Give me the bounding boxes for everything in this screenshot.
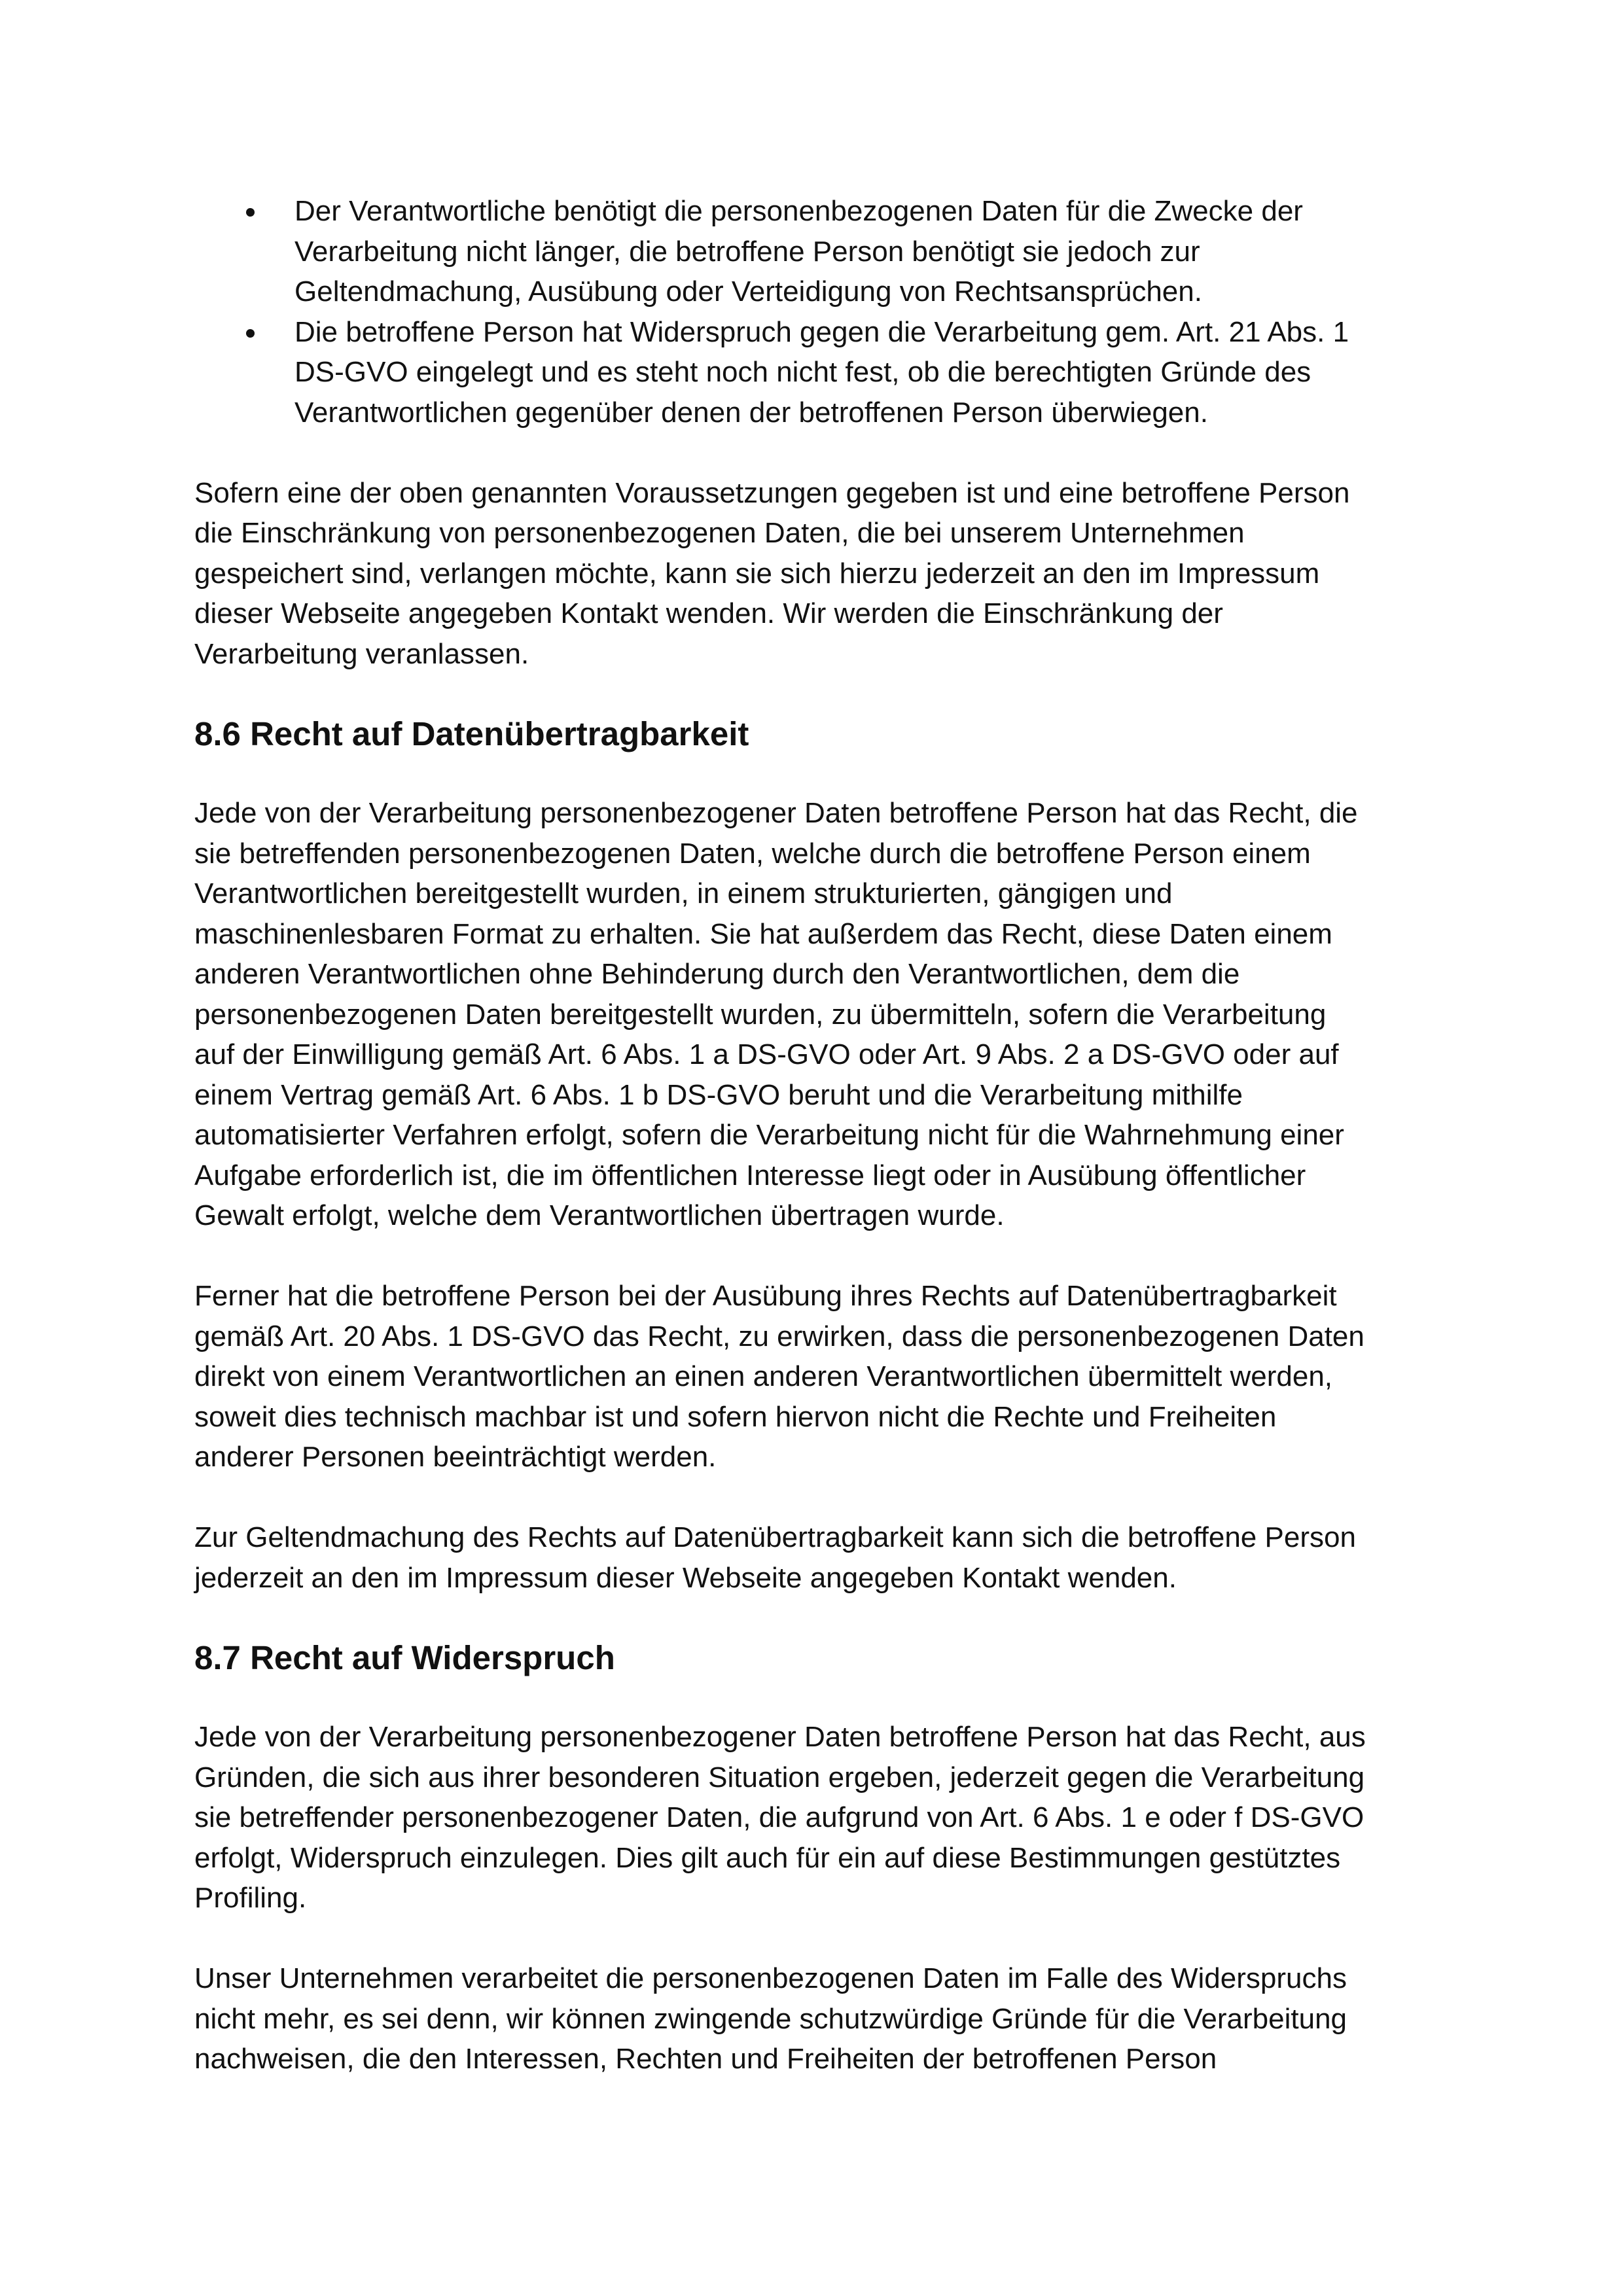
- text-line: anderen Verantwortlichen ohne Behinderung durch den Verantwortlichen, dem die: [194, 958, 1240, 990]
- text-line: maschinenlesbaren Format zu erhalten. Sie hat außerdem das Recht, diese Daten einem: [194, 917, 1332, 950]
- text-line: Die betroffene Person hat Widerspruch gegen die Verarbeitung gem. Art. 21 Abs. 1: [294, 315, 1349, 348]
- text-line: gespeichert sind, verlangen möchte, kann sie sich hierzu jederzeit an den im Impressum: [194, 557, 1320, 590]
- paragraph-data-portability-right: [194, 793, 1457, 1236]
- text-line: Verantwortlichen bereitgestellt wurden, in einem strukturierten, gängigen und: [194, 877, 1173, 910]
- section-heading-8-6: 8.6 Recht auf Datenübertragbarkeit: [194, 715, 749, 752]
- text-line: Sofern eine der oben genannten Voraussetzungen gegeben ist und eine betroffene Person: [194, 476, 1350, 509]
- text-line: einem Vertrag gemäß Art. 6 Abs. 1 b DS-GVO beruht und die Verarbeitung mithilfe: [194, 1078, 1243, 1111]
- paragraph-objection-processing: [194, 1958, 1457, 2079]
- list-item: [194, 191, 1457, 312]
- text-line: soweit dies technisch machbar ist und sofern hiervon nicht die Rechte und Freiheiten: [194, 1400, 1277, 1433]
- text-line: Verantwortlichen gegenüber denen der betroffenen Person überwiegen.: [294, 396, 1208, 429]
- text-line: Verarbeitung nicht länger, die betroffene Person benötigt sie jedoch zur: [294, 235, 1200, 268]
- section-heading-8-7: 8.7 Recht auf Widerspruch: [194, 1639, 615, 1676]
- text-line: nachweisen, die den Interessen, Rechten und Freiheiten der betroffenen Person: [194, 2043, 1217, 2075]
- text-line: Der Verantwortliche benötigt die personenbezogenen Daten für die Zwecke der: [294, 195, 1303, 227]
- paragraph-restriction-contact: [194, 473, 1457, 675]
- text-line: Jede von der Verarbeitung personenbezogener Daten betroffene Person hat das Recht, die: [194, 797, 1358, 829]
- document-page: [194, 191, 1457, 2079]
- text-line: Geltendmachung, Ausübung oder Verteidigung von Rechtsansprüchen.: [294, 275, 1202, 308]
- text-line: anderer Personen beeinträchtigt werden.: [194, 1441, 717, 1473]
- paragraph-direct-transmission: [194, 1276, 1457, 1477]
- text-line: gemäß Art. 20 Abs. 1 DS-GVO das Recht, zu erwirken, dass die personenbezogenen Daten: [194, 1320, 1364, 1352]
- text-line: nicht mehr, es sei denn, wir können zwingende schutzwürdige Gründe für die Verarbeitung: [194, 2002, 1347, 2035]
- list-item: [194, 312, 1457, 433]
- text-line: erfolgt, Widerspruch einzulegen. Dies gilt auch für ein auf diese Bestimmungen gestütztes: [194, 1841, 1341, 1874]
- text-line: Gründen, die sich aus ihrer besonderen Situation ergeben, jederzeit gegen die Verarbeitung: [194, 1761, 1365, 1793]
- text-line: automatisierter Verfahren erfolgt, sofern die Verarbeitung nicht für die Wahrnehmung einer: [194, 1119, 1344, 1151]
- text-line: DS-GVO eingelegt und es steht noch nicht fest, ob die berechtigten Gründe des: [294, 356, 1311, 388]
- text-line: sie betreffenden personenbezogenen Daten, welche durch die betroffene Person einem: [194, 837, 1311, 870]
- text-line: auf der Einwilligung gemäß Art. 6 Abs. 1 a DS-GVO oder Art. 9 Abs. 2 a DS-GVO oder auf: [194, 1038, 1339, 1070]
- text-line: Ferner hat die betroffene Person bei der Ausübung ihres Rechts auf Datenübertragbarkeit: [194, 1280, 1337, 1312]
- paragraph-objection-right: [194, 1717, 1457, 1918]
- text-line: die Einschränkung von personenbezogenen Daten, die bei unserem Unternehmen: [194, 517, 1245, 549]
- text-line: Gewalt erfolgt, welche dem Verantwortlichen übertragen wurde.: [194, 1199, 1005, 1231]
- bullet-dot-icon: [246, 329, 255, 338]
- bullet-dot-icon: [246, 208, 255, 217]
- text-line: Verarbeitung veranlassen.: [194, 637, 529, 670]
- text-line: dieser Webseite angegeben Kontakt wenden. Wir werden die Einschränkung der: [194, 597, 1223, 629]
- text-line: sie betreffender personenbezogener Daten, die aufgrund von Art. 6 Abs. 1 e oder f DS-GVO: [194, 1801, 1364, 1833]
- text-line: Unser Unternehmen verarbeitet die personenbezogenen Daten im Falle des Widerspruchs: [194, 1962, 1347, 1994]
- text-line: jederzeit an den im Impressum dieser Webseite angegeben Kontakt wenden.: [194, 1561, 1177, 1594]
- paragraph-portability-contact: [194, 1517, 1457, 1598]
- text-line: personenbezogenen Daten bereitgestellt wurden, zu übermitteln, sofern die Verarbeitung: [194, 998, 1327, 1031]
- bullet-list: [194, 191, 1457, 433]
- text-line: Aufgabe erforderlich ist, die im öffentlichen Interesse liegt oder in Ausübung öffentlicher: [194, 1159, 1306, 1192]
- text-line: Profiling.: [194, 1882, 307, 1914]
- text-line: Zur Geltendmachung des Rechts auf Datenübertragbarkeit kann sich die betroffene Person: [194, 1521, 1356, 1553]
- text-line: Jede von der Verarbeitung personenbezogener Daten betroffene Person hat das Recht, aus: [194, 1721, 1366, 1753]
- text-line: direkt von einem Verantwortlichen an einen anderen Verantwortlichen übermittelt werden,: [194, 1360, 1333, 1392]
